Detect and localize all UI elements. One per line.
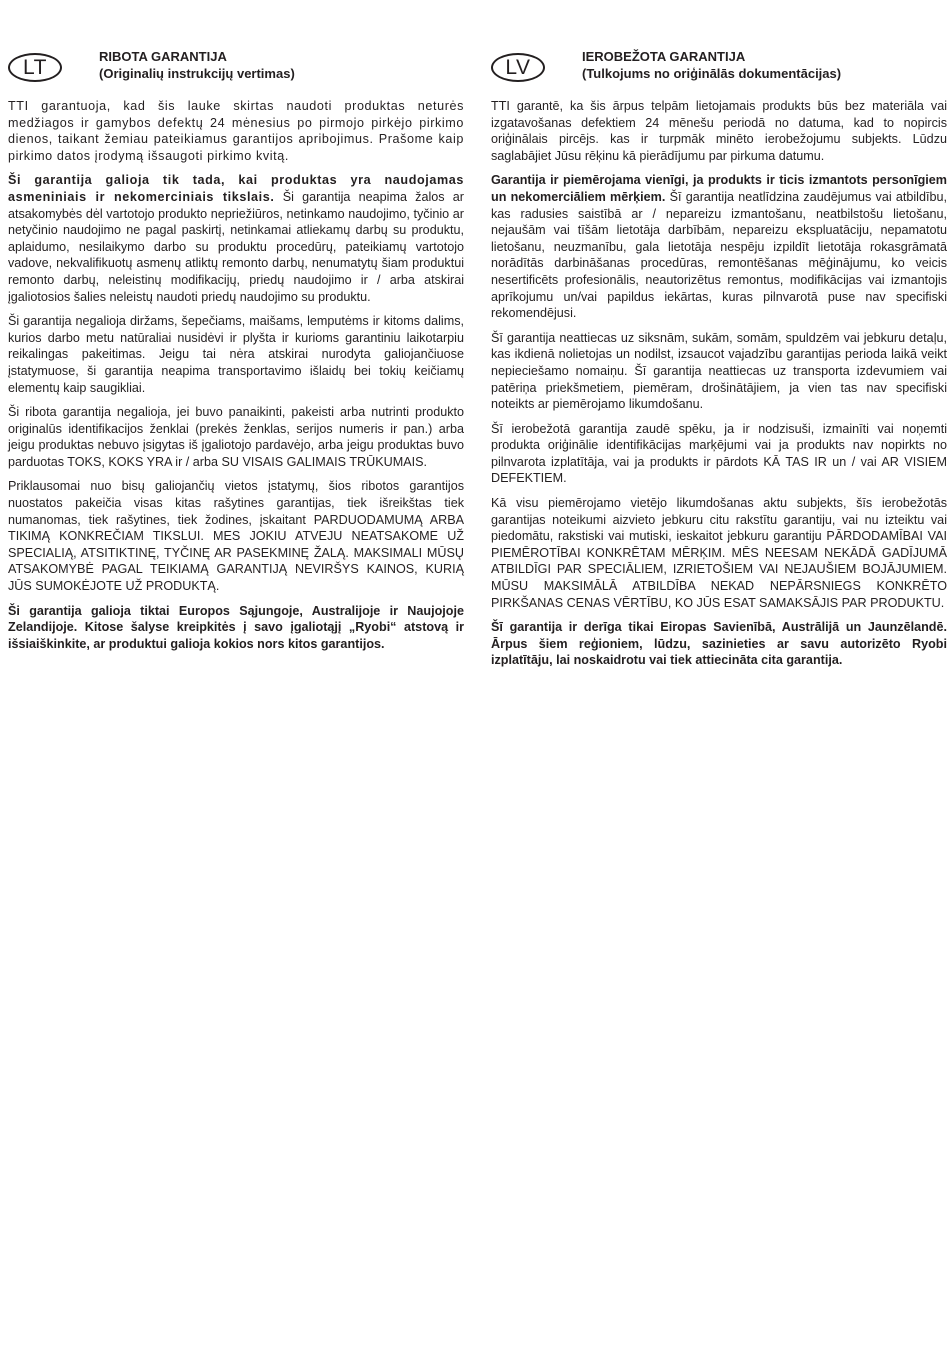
paragraph-personal-use-lt: [8, 172, 464, 305]
paragraph-wear-parts-lt: Ši garantija negalioja diržams, šepečiams, maišams, lemputėms ir kitoms dalims, kurios darbo metu natūraliai nusidėvi ir plyšta ir kurioms garantiniu laikotarpiu reikalingas pakeitimas. Jeigu tai nėra atskirai nurodyta galiojančiuose įstatymuose, ši garantija neapima transportavimo išlaidų bei tokių keičiamų elementų kaip saugikliai.: [8, 314, 464, 395]
paragraph-personal-use-text-lv: Šī garantija neatlīdzina zaudējumus vai atbildību, kas radusies saistībā ar / nepareizu izmantošanu, neatbilstošu lietošanu, nejaušām vai tīšām lietotāja darbībām, nepareizu ekspluatāciju, nepamatotu lietošanu, neuzmanību, gala lietotāja nespēju izpildīt lietotāja rokasgrāmatā norādītās darbināšanas procedūras, remontēšanas mēģinājumu, ko veicis nesertificēts profesionālis, neautorizētus remontus, modifikācijas vai izmantojis aprīkojumu un/vai papildus iekārtas, kuras pilnvarotā puse nav specifiski rekomendējusi.: [491, 189, 947, 321]
section-header-lv: [491, 47, 947, 95]
paragraph-coverage-lt: TTI garantuoja, kad šis lauke skirtas naudoti produktas neturės medžiagos ir gamybos defektų 24 mėnesius po pirmojo pirkėjo pirkimo dienos, taikant žemiau pateikiamus garantijos apribojimus. Prašome kaip pirkimo datos įrodymą išsaugoti pirkimo kvitą.: [8, 99, 464, 163]
warranty-column-lt: [8, 47, 464, 660]
paragraph-territory-lv: [491, 619, 947, 669]
body-text-lt: [8, 98, 464, 652]
paragraph-territory-lt: [8, 603, 464, 653]
section-header-lt: [8, 47, 464, 95]
paragraph-territory-bold-lv: Šī garantija ir derīga tikai Eiropas Savienībā, Austrālijā un Jaunzēlandē. Ārpus šiem reģioniem, lūdzu, sazinieties ar savu autorizēto Ryobi izplatītāju, lai noskaidrotu vai tiek attiecināta cita garantija.: [491, 620, 947, 668]
paragraph-personal-use-bold-lv: Garantija ir piemērojama vienīgi, ja produkts ir ticis izmantots personīgiem un nekomerciāliem mērķiem.: [491, 173, 947, 204]
language-badge-lt: LT: [8, 53, 62, 82]
paragraph-wear-parts-lv: Šī garantija neattiecas uz siksnām, sukām, somām, spuldzēm vai jebkuru detaļu, kas ikdienā nolietojas un nodilst, izsaucot vajadzību garantijas perioda laikā veikt nepieciešamo nomaiņu. Šī garantija neattiecas uz transporta izdevumiem vai patēriņa priekšmetiem, piemēram, drošinātājiem, ja vien tas nav specifiski noteikts ar piemērojamo likumdošanu.: [491, 330, 947, 412]
paragraph-personal-use-bold-lt: Ši garantija galioja tik tada, kai produktas yra naudojamas asmeniniais ir nekomerciniais tikslais.: [8, 173, 464, 204]
language-badge-lv: LV: [491, 53, 545, 82]
paragraph-liability-lt: Priklausomai nuo bisų galiojančių vietos įstatymų, šios ribotos garantijos nuostatos pakeičia visas kitas rašytines garantijas, tiek išreikštas tiek numanomas, tiek rašytines, tiek žodines, įskaitant PARDUODAMUMĄ ARBA TIKIMĄ KONKREČIAM TIKSLUI. MES JOKIU ATVEJU NEATSAKOME UŽ SPECIALIĄ, ATSITIKTINĘ, TYČINĘ AR PASEKMINĘ ŽALĄ. MAKSIMALI MŪSŲ ATSAKOMYBĖ PAGAL TEIKIAMĄ GARANTIJĄ NEVIRŠYS KAINOS, KURIĄ JŪS SUMOKĖJOTE UŽ PRODUKTĄ.: [8, 479, 464, 594]
warranty-column-lv: [491, 47, 947, 677]
paragraph-personal-use-lv: [491, 172, 947, 321]
paragraph-coverage-lv: TTI garantē, ka šis ārpus telpām lietojamais produkts būs bez materiāla vai izgatavošanas defektiem 24 mēnešu periodā no datuma, kad to nopircis oriģinālais pircējs. kas ir turpmāk minēto ierobežojumu subjekts. Lūdzu saglabājiet Jūsu rēķinu kā pierādījumu par pirkuma datumu.: [491, 99, 947, 163]
paragraph-liability-lv: Kā visu piemērojamo vietējo likumdošanas aktu subjekts, šīs ierobežotās garantijas noteikumi aizvieto jebkuru citu rakstītu garantiju, vai nu izteiktu vai piedomātu, rakstiski vai mutiski, ieskaitot jebkuru garantiju PĀRDODAMĪBAI VAI PIEMĒROTĪBAI KONKRĒTAM MĒRĶIM. MĒS NEESAM NEKĀDĀ GADĪJUMĀ ATBILDĪGI PAR SPECIĀLIEM, IZRIETOŠIEM VAI NEJAUŠIEM BOJĀJUMIEM. MŪSU MAKSIMĀLĀ ATBILDĪBA NEKAD NEPĀRSNIEGS KONKRĒTO PIRKŠANAS CENAS VĒRTĪBU, KO JŪS ESAT SAMAKSĀJIS PAR PRODUKTU.: [491, 496, 947, 610]
section-title-lt: [99, 48, 295, 82]
subtitle-lv: (Tulkojums no oriģinālās dokumentācijas): [582, 66, 842, 81]
title-lt: RIBOTA GARANTIJA: [99, 49, 227, 64]
paragraph-territory-bold-lt: Ši garantija galioja tiktai Europos Sąjungoje, Australijoje ir Naujojoje Zelandijoje. Kitose šalyse kreipkitės į savo įgaliotąjį „Ryobi“ atstovą ir išsiaiškinkite, ar produktui galioja kokios nors kitos garantijos.: [8, 603, 464, 651]
paragraph-void-conditions-lv: Šī ierobežotā garantija zaudē spēku, ja ir nodzisuši, izmainīti vai noņemti produkta oriģinālie identifikācijas marķējumi vai ja produkts nav nopirkts no pilnvarota izplatītāja, vai ja produkts ir pārdots KĀ TAS IR un / vai AR VISIEM DEFEKTIEM.: [491, 421, 947, 486]
paragraph-void-conditions-lt: Ši ribota garantija negalioja, jei buvo panaikinti, pakeisti arba nutrinti produkto originalūs identifikacijos ženklai (prekės ženklas, serijos numeris ir pan.) arba jeigu produktas nebuvo įsigytas iš įgaliotojo pardavėjo, arba jeigu produktas buvo parduotas TOKS, KOKS YRA ir / arba SU VISAIS GALIMAIS TRŪKUMAIS.: [8, 405, 464, 469]
subtitle-lt: (Originalių instrukcijų vertimas): [99, 66, 295, 81]
body-text-lv: [491, 98, 947, 669]
paragraph-personal-use-text-lt: Ši garantija neapima žalos ar atsakomybės dėl vartotojo produkto nepriežiūros, netinkamo naudojimo, tyčinio ar netyčinio naudojimo ne pagal paskirtį, netinkamai atliekamų darbų su produktu, aplaidumo, nesilaikymo darbo su produktu procedūrų, pateikiamų vartotojo vadove, nekvalifikuotų asmenų atliktų remonto darbų, nenumatytų šiam produktui remonto darbų, neleistinų modifikacijų, priedų naudojimo ir / arba atskirai įgaliotosios šalies neleistų naudoti priedų naudojimo su produktu.: [8, 189, 464, 304]
title-lv: IEROBEŽOTA GARANTIJA: [582, 49, 746, 64]
section-title-lv: [582, 48, 841, 82]
